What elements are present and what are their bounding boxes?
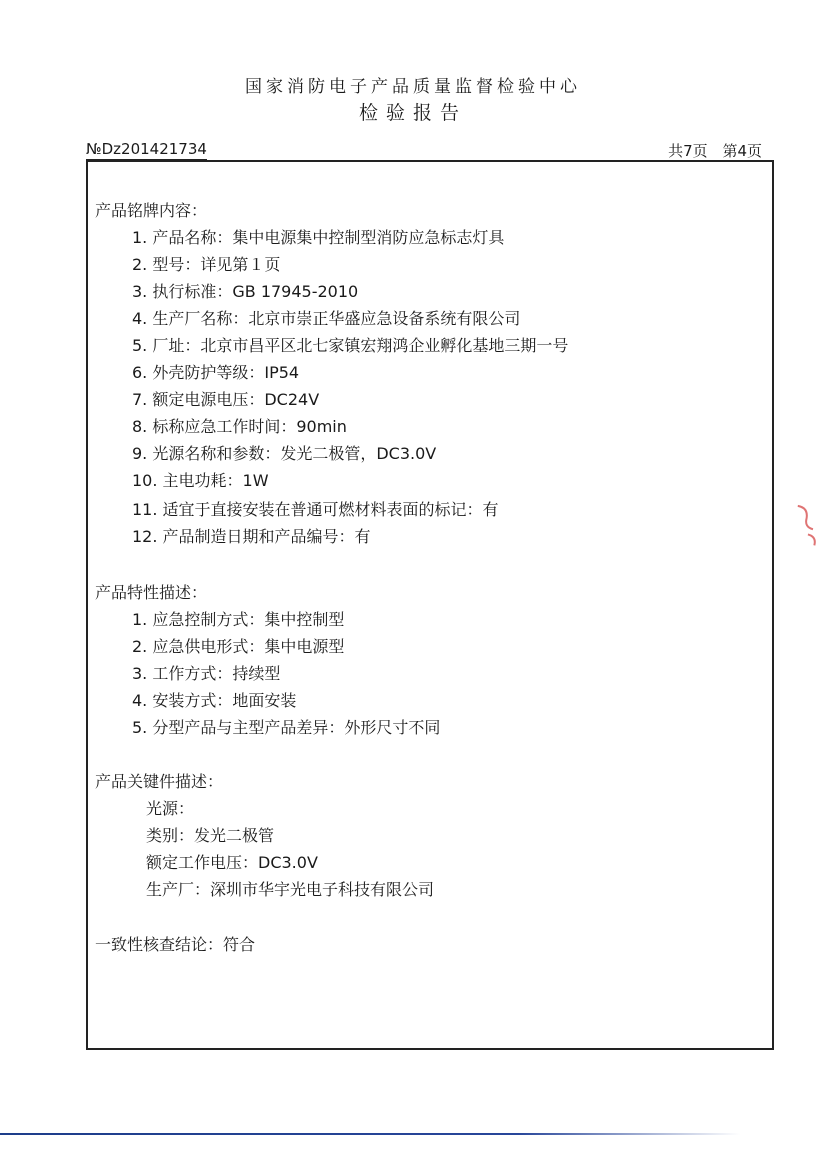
nameplate-item: 12. 产品制造日期和产品编号：有 [132, 527, 371, 546]
page-indicator: 共7页 第4页 [668, 142, 762, 160]
nameplate-item: 5. 厂址：北京市昌平区北七家镇宏翔鸿企业孵化基地三期一号 [132, 336, 569, 355]
characteristics-item: 5. 分型产品与主型产品差异：外形尺寸不同 [132, 718, 441, 737]
nameplate-heading: 产品铭牌内容： [95, 201, 208, 220]
nameplate-item: 10. 主电功耗：1W [132, 471, 269, 490]
seal-fragment-icon [793, 498, 825, 551]
nameplate-item: 11. 适宜于直接安装在普通可燃材料表面的标记：有 [132, 500, 499, 519]
bottom-rule [0, 1133, 740, 1135]
document-title: 检验报告 [358, 102, 467, 124]
nameplate-item: 4. 生产厂名称：北京市崇正华盛应急设备系统有限公司 [132, 309, 521, 328]
characteristics-item: 4. 安装方式：地面安装 [132, 691, 297, 710]
nameplate-item: 8. 标称应急工作时间：90min [132, 417, 347, 436]
nameplate-item: 9. 光源名称和参数：发光二极管，DC3.0V [132, 444, 437, 463]
report-number: №Dz201421734 [86, 140, 207, 158]
org-title: 国家消防电子产品质量监督检验中心 [245, 77, 581, 97]
nameplate-item: 7. 额定电源电压：DC24V [132, 390, 320, 409]
conclusion: 一致性核查结论：符合 [95, 935, 256, 954]
key-parts-item: 光源： [146, 799, 195, 818]
nameplate-item: 2. 型号：详见第１页 [132, 255, 281, 274]
characteristics-item: 2. 应急供电形式：集中电源型 [132, 637, 345, 656]
characteristics-heading: 产品特性描述： [95, 583, 208, 602]
characteristics-item: 1. 应急控制方式：集中控制型 [132, 610, 345, 629]
nameplate-item: 1. 产品名称：集中电源集中控制型消防应急标志灯具 [132, 228, 505, 247]
nameplate-item: 3. 执行标准：GB 17945-2010 [132, 282, 359, 301]
key-parts-item: 生产厂：深圳市华宇光电子科技有限公司 [146, 880, 435, 899]
key-parts-item: 类别：发光二极管 [146, 826, 275, 845]
characteristics-item: 3. 工作方式：持续型 [132, 664, 281, 683]
key-parts-heading: 产品关键件描述： [95, 772, 224, 791]
nameplate-item: 6. 外壳防护等级：IP54 [132, 363, 300, 382]
key-parts-item: 额定工作电压：DC3.0V [146, 853, 318, 872]
